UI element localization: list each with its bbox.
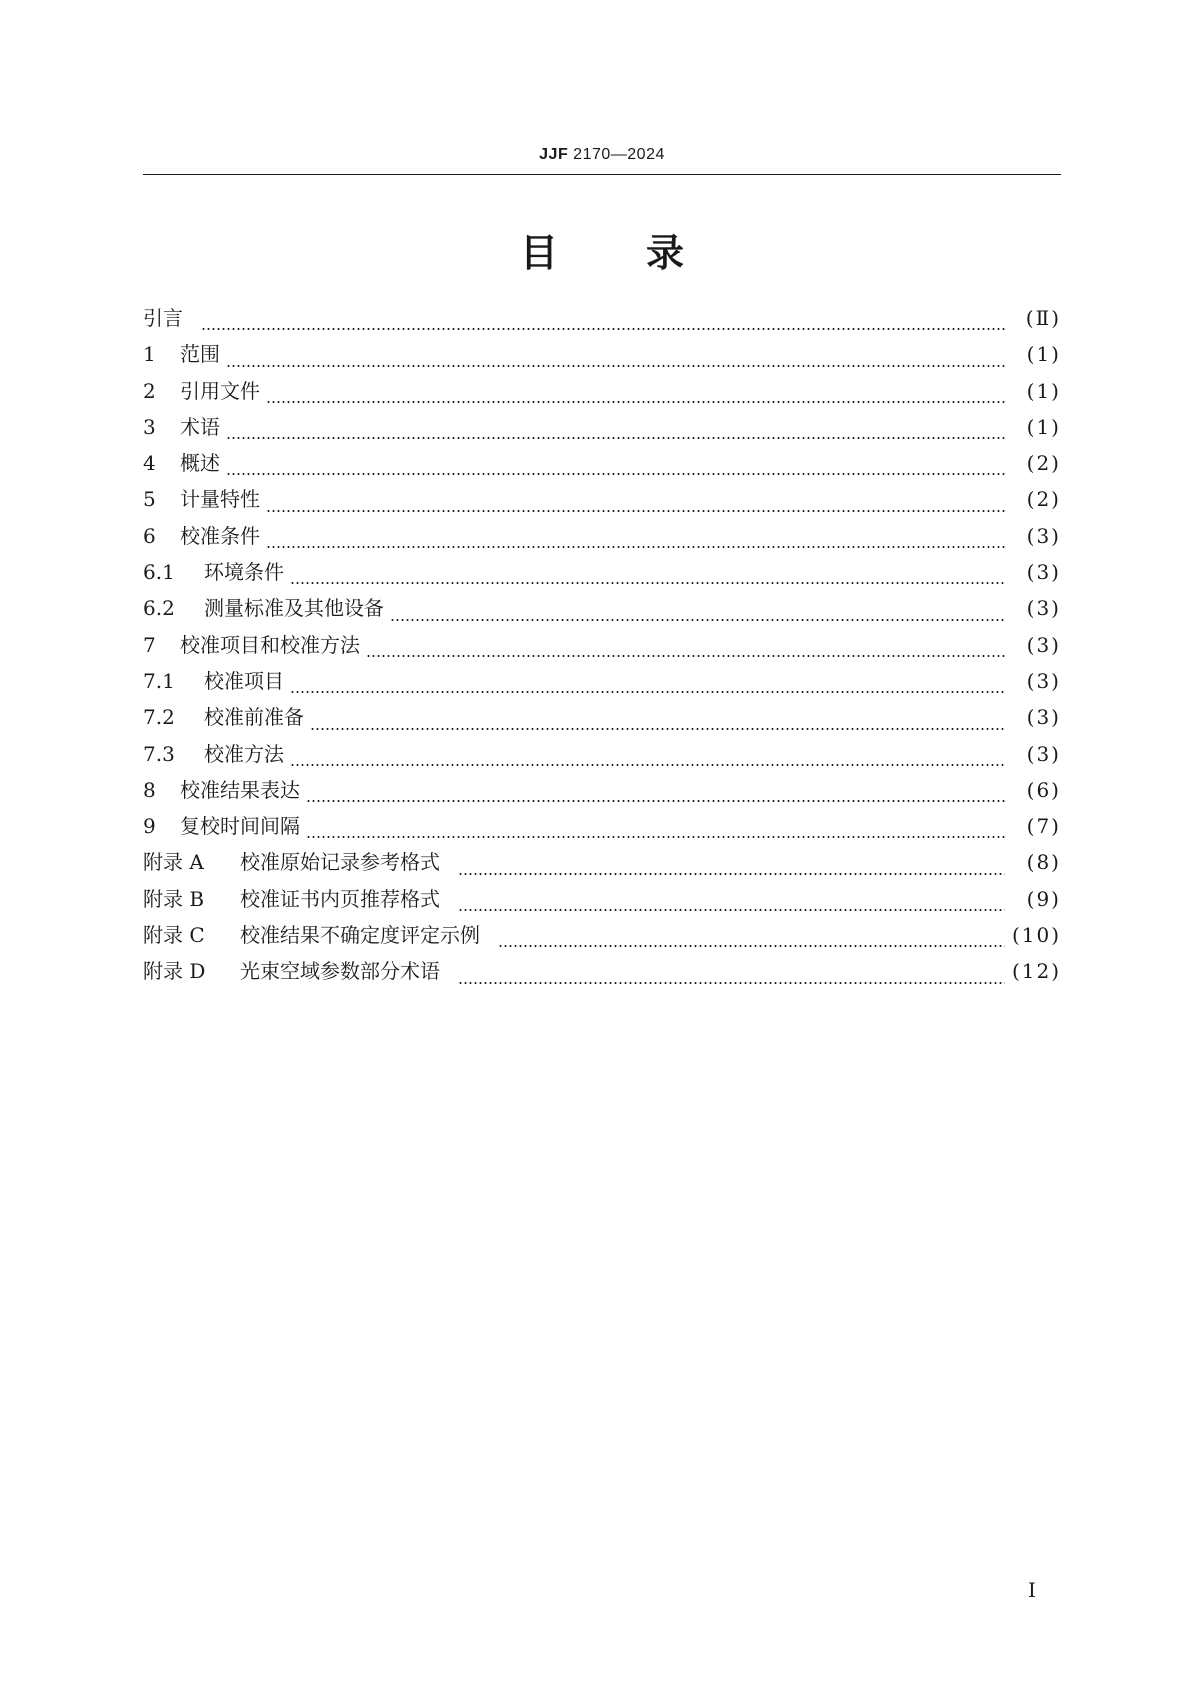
toc-entry-number: 7	[143, 632, 156, 657]
toc-entry-number: 6.1	[143, 560, 175, 585]
toc-entry-page: (1)	[1026, 378, 1061, 403]
toc-entry-4[interactable]	[143, 447, 1061, 483]
dot-leader	[458, 891, 1005, 911]
toc-entry-1[interactable]	[143, 338, 1061, 374]
toc-entry-page: (2)	[1026, 487, 1061, 512]
dot-leader	[226, 419, 1005, 439]
toc-entry-page: (1)	[1026, 342, 1061, 367]
dot-leader	[266, 528, 1005, 548]
toc-title-char-1: 目	[519, 231, 558, 275]
page-number: Ⅰ	[1028, 1578, 1036, 1602]
toc-entry-6-1[interactable]	[143, 556, 1061, 592]
toc-entry-appendix-b[interactable]	[143, 883, 1061, 919]
dot-leader	[366, 637, 1005, 657]
dot-leader	[390, 601, 1005, 621]
toc-entry-page: (8)	[1026, 850, 1061, 875]
dot-leader	[458, 964, 1005, 984]
toc-entry-page: (3)	[1026, 705, 1061, 730]
dot-leader	[306, 782, 1005, 802]
dot-leader	[226, 455, 1005, 475]
toc-entry-page: (3)	[1026, 596, 1061, 621]
dot-leader	[266, 383, 1005, 403]
toc-entry-page: (2)	[1026, 451, 1061, 476]
toc-entry-number: 3	[143, 414, 156, 439]
toc-entry-label: 复校时间间隔	[180, 814, 300, 839]
toc-entry-number: 9	[143, 814, 156, 839]
toc-title	[143, 222, 1061, 277]
toc-entry-number: 附录 A	[143, 850, 204, 875]
toc-entry-label: 校准证书内页推荐格式	[240, 886, 440, 911]
toc-entry-page: (Ⅱ)	[1025, 306, 1061, 330]
toc-entry-number: 6.2	[143, 596, 175, 621]
toc-entry-7-3[interactable]	[143, 738, 1061, 774]
standard-prefix: JJF	[539, 146, 569, 163]
toc-entry-label: 校准项目和校准方法	[180, 632, 360, 657]
dot-leader	[290, 564, 1005, 584]
toc-entry-number: 附录 B	[143, 886, 205, 911]
toc-entry-label: 校准方法	[204, 741, 284, 766]
toc-entry-page: (1)	[1026, 414, 1061, 439]
toc-entry-appendix-c[interactable]	[143, 919, 1061, 955]
toc-entry-label: 范围	[180, 342, 220, 367]
toc-entry-page: (3)	[1026, 668, 1061, 693]
toc-entry-number: 5	[143, 487, 156, 512]
toc-entry-7-2[interactable]	[143, 701, 1061, 737]
toc-entry-label: 校准项目	[204, 668, 284, 693]
toc-entry-8[interactable]	[143, 774, 1061, 810]
toc-entry-6-2[interactable]	[143, 592, 1061, 628]
toc-entry-label: 校准原始记录参考格式	[240, 850, 440, 875]
toc-entry-number: 7.1	[143, 668, 175, 693]
toc-entry-number: 7.2	[143, 705, 175, 730]
toc-title-char-2: 录	[646, 231, 685, 275]
toc-entry-label: 术语	[180, 414, 220, 439]
toc-entry-number: 4	[143, 451, 156, 476]
toc-entry-appendix-a[interactable]	[143, 846, 1061, 882]
standard-number: 2170—2024	[573, 146, 665, 163]
dot-leader	[266, 492, 1005, 512]
toc-entry-label: 校准条件	[180, 523, 260, 548]
toc-entry-number: 1	[143, 342, 156, 367]
toc-entry-introduction[interactable]	[143, 302, 1061, 338]
toc-entry-6[interactable]	[143, 520, 1061, 556]
toc-entry-label: 概述	[180, 451, 220, 476]
toc-entry-page: (3)	[1026, 523, 1061, 548]
toc-entry-label: 测量标准及其他设备	[204, 596, 384, 621]
toc-entry-number: 8	[143, 777, 156, 802]
toc-entry-3[interactable]	[143, 411, 1061, 447]
toc-entry-7[interactable]	[143, 629, 1061, 665]
toc-entry-label: 校准前准备	[204, 705, 304, 730]
toc-entry-number: 2	[143, 378, 156, 403]
toc-entry-label: 校准结果表达	[180, 777, 300, 802]
toc-entry-2[interactable]	[143, 375, 1061, 411]
toc-entry-number: 7.3	[143, 741, 175, 766]
toc-entry-page: (10)	[1011, 923, 1061, 948]
toc-entry-7-1[interactable]	[143, 665, 1061, 701]
toc-entry-page: (3)	[1026, 560, 1061, 585]
toc-entry-label: 引用文件	[180, 378, 260, 403]
toc-entry-label: 校准结果不确定度评定示例	[240, 923, 480, 948]
dot-leader	[201, 310, 1005, 330]
toc-entry-number: 6	[143, 523, 156, 548]
toc-entry-page: (6)	[1026, 777, 1061, 802]
toc-entry-5[interactable]	[143, 483, 1061, 519]
dot-leader	[310, 710, 1005, 730]
table-of-contents	[143, 302, 1061, 992]
dot-leader	[290, 673, 1005, 693]
toc-entry-label: 计量特性	[180, 487, 260, 512]
toc-entry-number: 附录 C	[143, 923, 205, 948]
dot-leader	[226, 347, 1005, 367]
toc-entry-appendix-d[interactable]	[143, 955, 1061, 991]
toc-entry-page: (7)	[1026, 814, 1061, 839]
toc-entry-page: (3)	[1026, 741, 1061, 766]
toc-entry-number: 附录 D	[143, 959, 206, 984]
dot-leader	[498, 927, 1005, 947]
toc-entry-page: (3)	[1026, 632, 1061, 657]
document-header	[143, 146, 1061, 164]
toc-entry-label: 光束空域参数部分术语	[240, 959, 440, 984]
toc-entry-page: (12)	[1011, 959, 1061, 984]
dot-leader	[458, 855, 1005, 875]
dot-leader	[306, 818, 1005, 838]
header-rule	[143, 174, 1061, 175]
toc-entry-9[interactable]	[143, 810, 1061, 846]
toc-entry-label: 环境条件	[204, 560, 284, 585]
dot-leader	[290, 746, 1005, 766]
toc-entry-label: 引言	[143, 306, 183, 330]
toc-entry-page: (9)	[1026, 886, 1061, 911]
